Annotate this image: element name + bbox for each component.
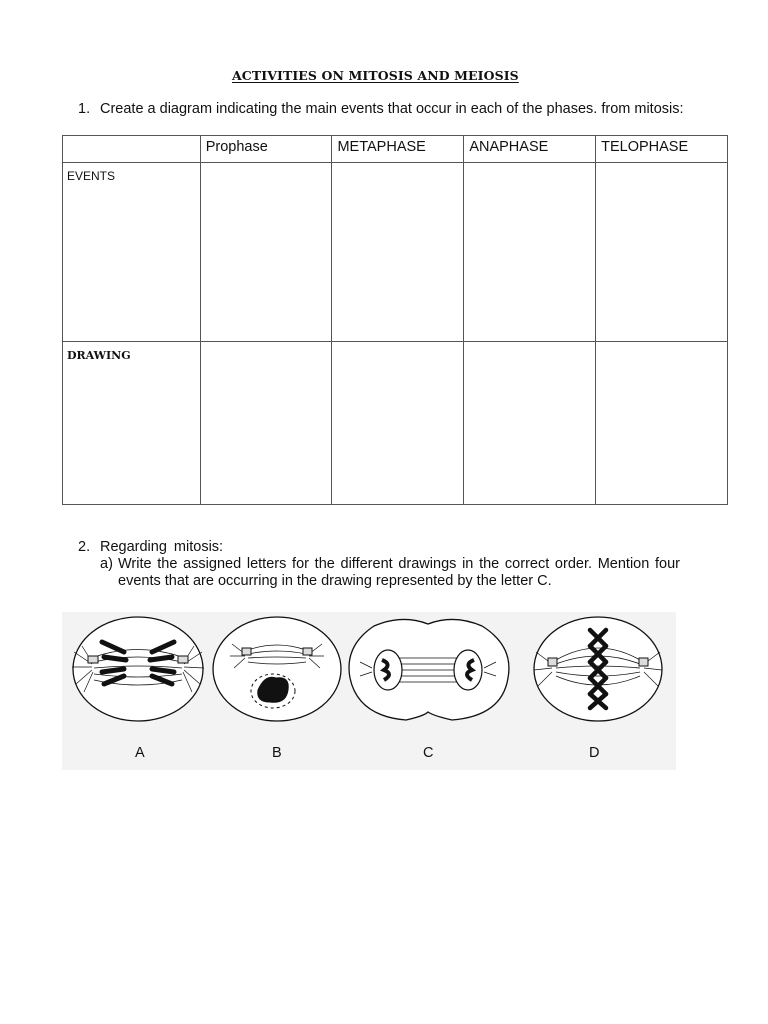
drawing-cell-telophase[interactable] (596, 342, 728, 505)
question-2a-marker: a) (100, 556, 113, 572)
cell-b-centriole-left (242, 648, 251, 655)
cell-a-anaphase (72, 617, 204, 721)
cell-b-prophase (213, 617, 341, 721)
question-1-number: 1. (78, 101, 91, 117)
cell-d-centriole-right (639, 658, 648, 666)
cell-label-a: A (135, 745, 145, 761)
drawing-cell-metaphase[interactable] (332, 342, 464, 505)
cell-label-d: D (589, 745, 600, 761)
cell-a-membrane (73, 617, 203, 721)
table-header-telophase: TELOPHASE (596, 136, 728, 163)
question-2a-text: Write the assigned letters for the different drawings in the correct order. Mention four events that are occurring in the drawing represented by the letter C. (118, 556, 680, 589)
table-header-metaphase: METAPHASE (332, 136, 464, 163)
table-row-events (63, 163, 728, 342)
events-cell-metaphase[interactable] (332, 163, 464, 342)
cell-label-c: C (423, 745, 434, 761)
table-row-drawing (63, 342, 728, 505)
drawing-cell-anaphase[interactable] (464, 342, 596, 505)
drawing-cell-prophase[interactable] (200, 342, 332, 505)
page-title: ACTIVITIES ON MITOSIS AND MEIOSIS (232, 68, 519, 83)
cell-c-telophase (349, 619, 509, 720)
cell-b-membrane (213, 617, 341, 721)
cell-d-centriole-left (548, 658, 557, 666)
mitosis-figure (62, 612, 676, 772)
events-cell-telophase[interactable] (596, 163, 728, 342)
mitosis-phases-table (62, 135, 728, 505)
events-cell-anaphase[interactable] (464, 163, 596, 342)
cell-d-metaphase (534, 617, 662, 721)
table-header-anaphase: ANAPHASE (464, 136, 596, 163)
cell-a-centriole-left (88, 656, 98, 663)
table-header-row (63, 136, 728, 163)
events-cell-prophase[interactable] (200, 163, 332, 342)
table-header-empty (63, 136, 201, 163)
cell-a-centriole-right (178, 656, 188, 663)
row-label-drawing: DRAWING (63, 342, 201, 505)
question-1-text: Create a diagram indicating the main events that occur in each of the phases. from mitosis: (100, 101, 684, 117)
table-header-prophase: Prophase (200, 136, 332, 163)
mitosis-cells-illustration (62, 612, 676, 772)
question-2-number: 2. (78, 539, 91, 555)
row-label-events: EVENTS (63, 163, 201, 342)
cell-b-centriole-right (303, 648, 312, 655)
cell-label-b: B (272, 745, 282, 761)
question-2-label: Regarding mitosis: (100, 539, 224, 555)
